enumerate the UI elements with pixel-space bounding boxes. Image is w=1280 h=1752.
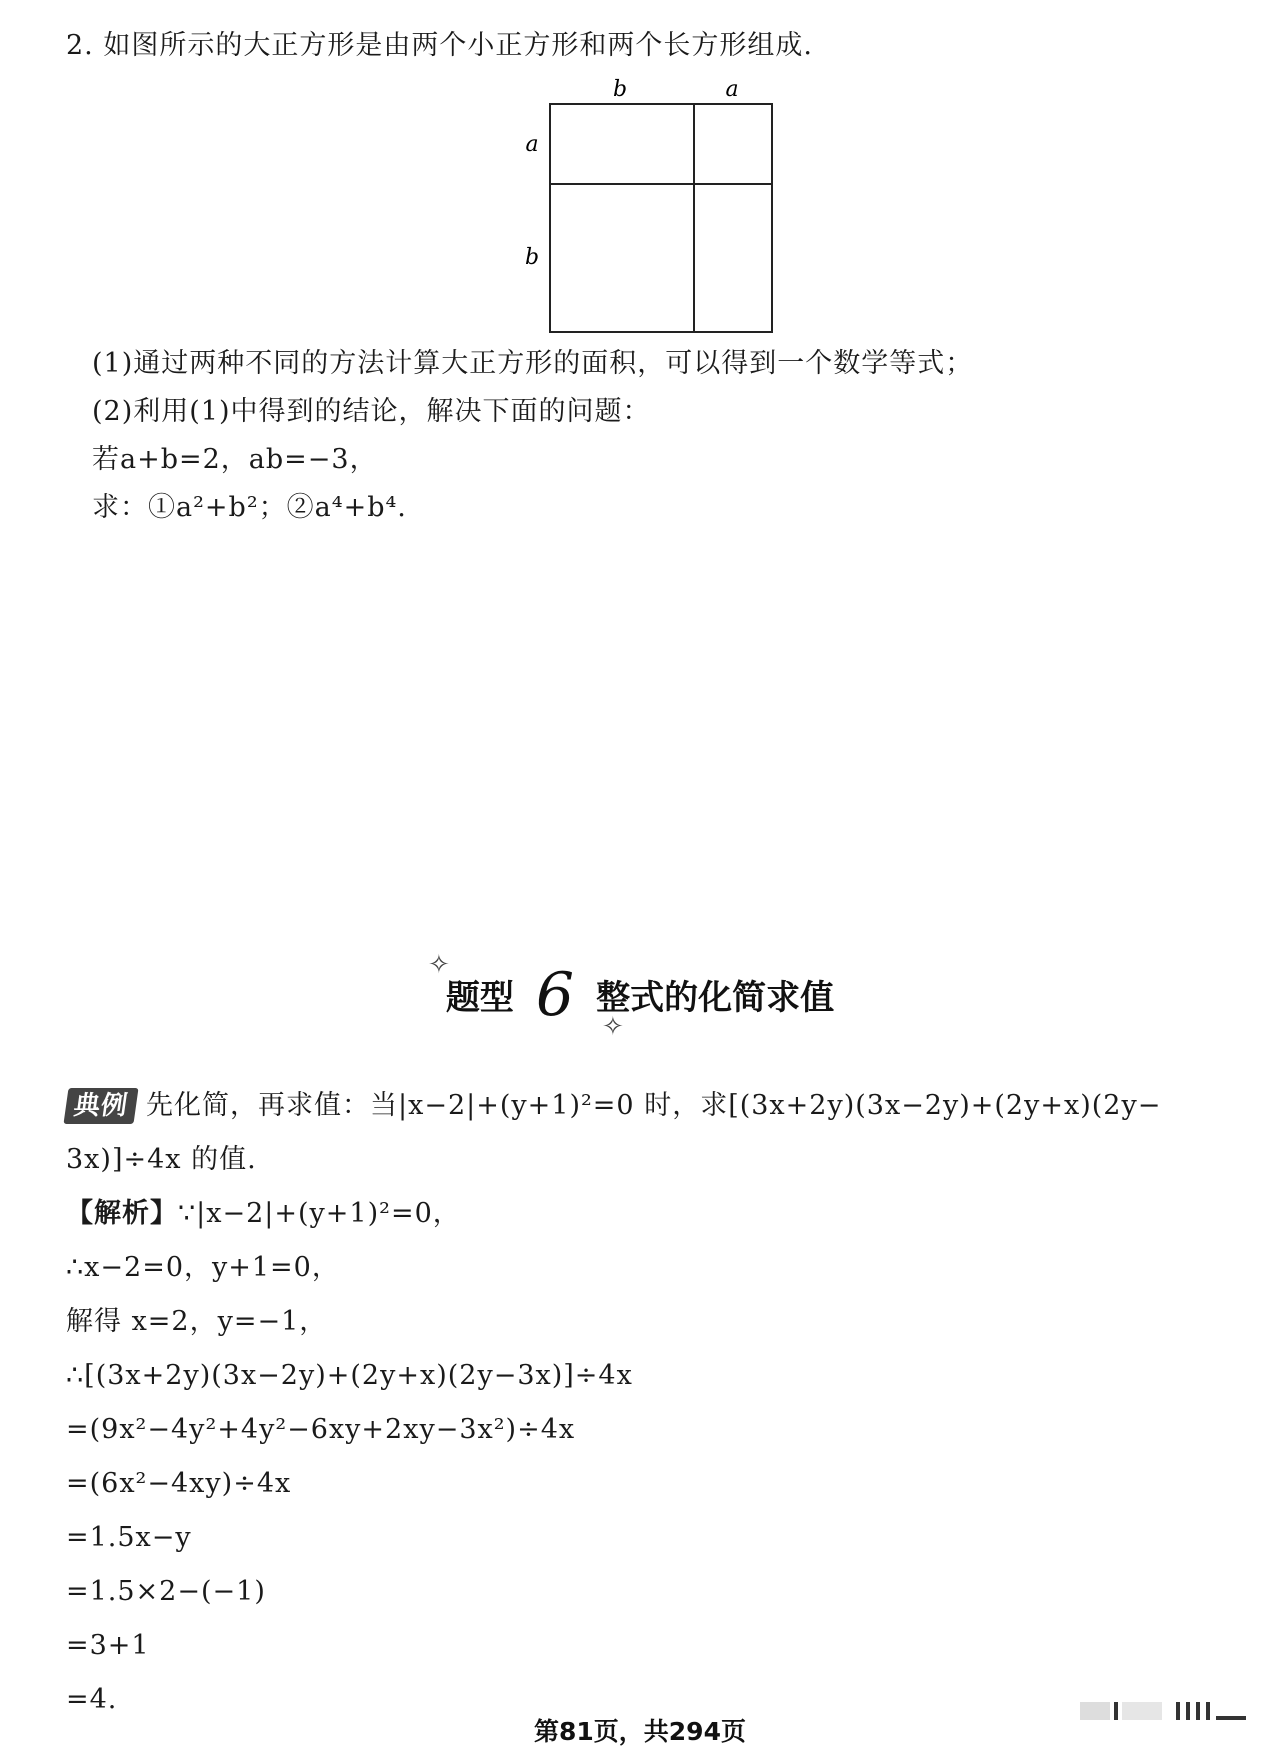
- section-heading: [0, 960, 1280, 1030]
- analysis-line: [66, 1196, 461, 1232]
- label-left-a: a: [525, 132, 539, 157]
- label-top-a: a: [725, 77, 739, 102]
- section-prefix: 题型: [445, 978, 514, 1018]
- part-1: (1)通过两种不同的方法计算大正方形的面积，可以得到一个数学等式；: [92, 348, 974, 379]
- square-diagram: [520, 76, 820, 376]
- sparkle-icon: ✧: [428, 950, 450, 980]
- part-2: (2)利用(1)中得到的结论，解决下面的问题：: [92, 396, 651, 427]
- solution-step: =(9x²−4y²+4y²−6xy+2xy−3x²)÷4x: [66, 1414, 576, 1445]
- solution-step: ∴x−2=0，y+1=0，: [66, 1252, 340, 1283]
- solution-step: ∴[(3x+2y)(3x−2y)+(2y+x)(2y−3x)]÷4x: [66, 1360, 633, 1391]
- solution-step: =(6x²−4xy)÷4x: [66, 1468, 292, 1499]
- condition: 若a+b=2，ab=−3，: [92, 444, 378, 475]
- problem-title: 2. 如图所示的大正方形是由两个小正方形和两个长方形组成.: [66, 30, 813, 61]
- solution-step: =1.5x−y: [66, 1522, 192, 1553]
- solution-step: =1.5×2−(−1): [66, 1576, 266, 1607]
- sparkle-icon: ✧: [602, 1012, 624, 1042]
- example-badge: 典例: [63, 1088, 138, 1124]
- section-number: 6: [535, 960, 575, 1030]
- label-top-b: b: [612, 77, 628, 102]
- solution-step: =3+1: [66, 1630, 150, 1661]
- solution-step: =4.: [66, 1684, 118, 1715]
- example-line-2: 3x)]÷4x 的值.: [66, 1144, 257, 1175]
- label-left-b: b: [524, 245, 540, 270]
- analysis-first: ∵|x−2|+(y+1)²=0，: [178, 1198, 461, 1229]
- question: 求：①a²+b²；②a⁴+b⁴.: [92, 492, 407, 523]
- section-name: 整式的化简求值: [596, 978, 835, 1018]
- analysis-label: 【解析】: [66, 1198, 178, 1229]
- example-line-1: [66, 1088, 1161, 1124]
- solution-step: 解得 x=2，y=−1，: [66, 1306, 328, 1337]
- page-footer: 第81页，共294页: [534, 1717, 746, 1746]
- outer-square: [550, 104, 772, 332]
- example-text: 先化简，再求值：当|x−2|+(y+1)²=0 时，求[(3x+2y)(3x−2y)+(2y+x)(2y−: [146, 1090, 1162, 1121]
